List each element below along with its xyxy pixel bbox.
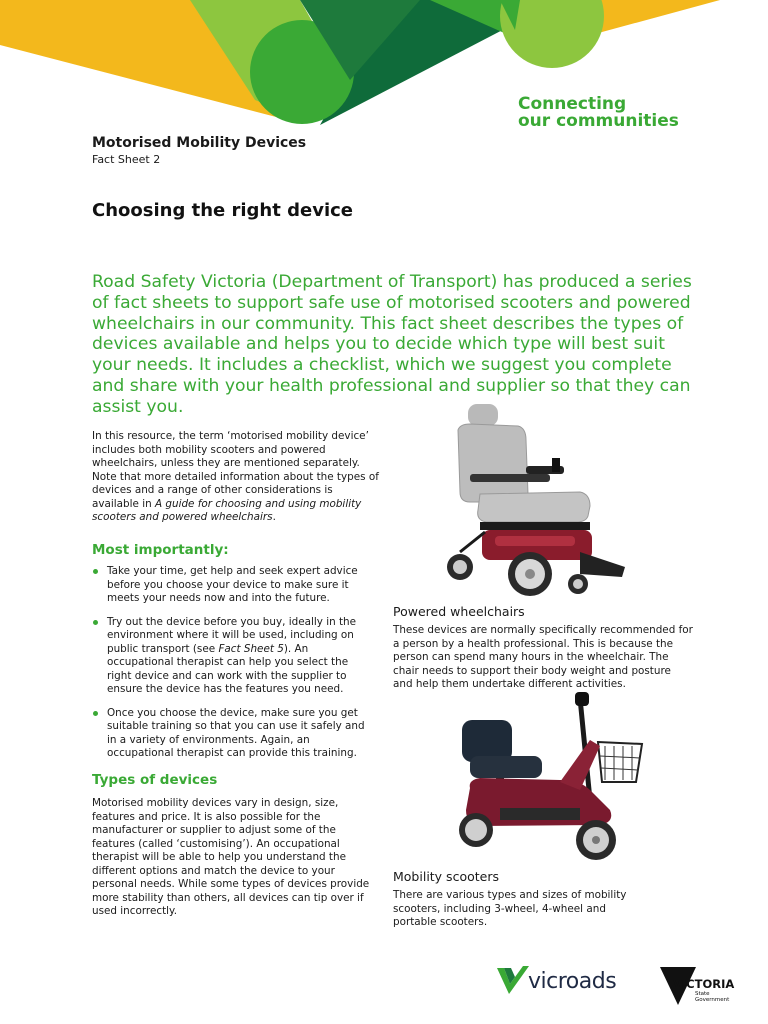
powered-wheelchairs-text: These devices are normally specifically recommended for a person by a health professional. This is because the person can spend many hours in the wheelchair. The chair needs to support their body weight and posture and help them undertake different activities. bbox=[393, 624, 693, 690]
series-title: Motorised Mobility Devices bbox=[92, 135, 307, 151]
victoria-wordmark: VICTORIA bbox=[673, 977, 735, 991]
powered-wheelchairs-heading: Powered wheelchairs bbox=[393, 604, 525, 619]
bullet-text: Take your time, get help and seek expert advice before you choose your device to make sure it meets your needs now and into the future. bbox=[107, 565, 358, 604]
series-subtitle: Fact Sheet 2 bbox=[92, 153, 161, 166]
tagline-line-2: our communities bbox=[518, 111, 679, 131]
types-text: Motorised mobility devices vary in design, size, features and price. It is also possible for the manufacturer or supplier to adjust some of the features (called ‘customising’). An occupational therapist will be able to help you understand the different options and match the device to your personal needs. While some types of devices provide more stability than others, all devices can tip over if used incorrectly. bbox=[92, 797, 370, 917]
vicroads-wordmark: vicroads bbox=[528, 969, 617, 994]
bullet-text: Try out the device before you buy, ideally in the environment where it will be used, including on public transport (see bbox=[107, 615, 357, 655]
most-importantly-heading: Most importantly: bbox=[92, 542, 229, 558]
bullet-icon bbox=[93, 711, 98, 716]
page-title: Choosing the right device bbox=[92, 200, 353, 221]
mobility-scooters-heading: Mobility scooters bbox=[393, 869, 499, 884]
bullet-text-end: ). An occupational therapist can help you select the right device and can work with the supplier to ensure the device has the features you need. bbox=[107, 642, 349, 695]
victoria-state-government-logo bbox=[660, 965, 740, 1005]
vicroads-logo bbox=[495, 964, 635, 1000]
powered-wheelchair-image bbox=[440, 402, 635, 602]
resource-note-text: In this resource, the term ‘motorised mobility device’ includes both mobility scooters and powered wheelchairs, unless they are mentioned separately. Note that more detailed information about the types of devices and a range of other considerations is available in bbox=[92, 430, 379, 510]
bullet-icon bbox=[93, 569, 98, 574]
bullet-text: Once you choose the device, make sure you get suitable training so that you can use it safely and in a variety of environments. Again, an occupational therapist can provide this training. bbox=[107, 706, 365, 759]
list-item bbox=[92, 565, 367, 606]
state-government-label: State Government bbox=[695, 991, 730, 1003]
tagline bbox=[518, 96, 758, 130]
vicroads-tick-icon bbox=[495, 964, 531, 998]
key-points-list bbox=[92, 565, 367, 767]
mobility-scooters-text: There are various types and sizes of mobility scooters, including 3-wheel, 4-wheel and portable scooters. bbox=[393, 889, 627, 928]
list-item bbox=[92, 616, 367, 697]
types-heading: Types of devices bbox=[92, 772, 218, 788]
resource-note-end: . bbox=[272, 511, 276, 523]
intro-paragraph: Road Safety Victoria (Department of Transport) has produced a series of fact sheets to support safe use of motorised scooters and powered wheelchairs in our community. This fact sheet describes the types of devices available and helps you to decide which type will best suit your needs. It includes a checklist, which we suggest you complete and share with your health professional and supplier so that they can assist you. bbox=[92, 272, 692, 417]
list-item bbox=[92, 707, 367, 761]
guide-title: A guide for choosing and using mobility scooters and powered wheelchairs bbox=[92, 497, 362, 523]
mobility-scooter-image bbox=[450, 690, 645, 868]
tagline-line-1: Connecting bbox=[518, 94, 627, 114]
resource-note bbox=[92, 430, 382, 525]
bullet-icon bbox=[93, 620, 98, 625]
fact-sheet-reference: Fact Sheet 5 bbox=[218, 642, 284, 655]
